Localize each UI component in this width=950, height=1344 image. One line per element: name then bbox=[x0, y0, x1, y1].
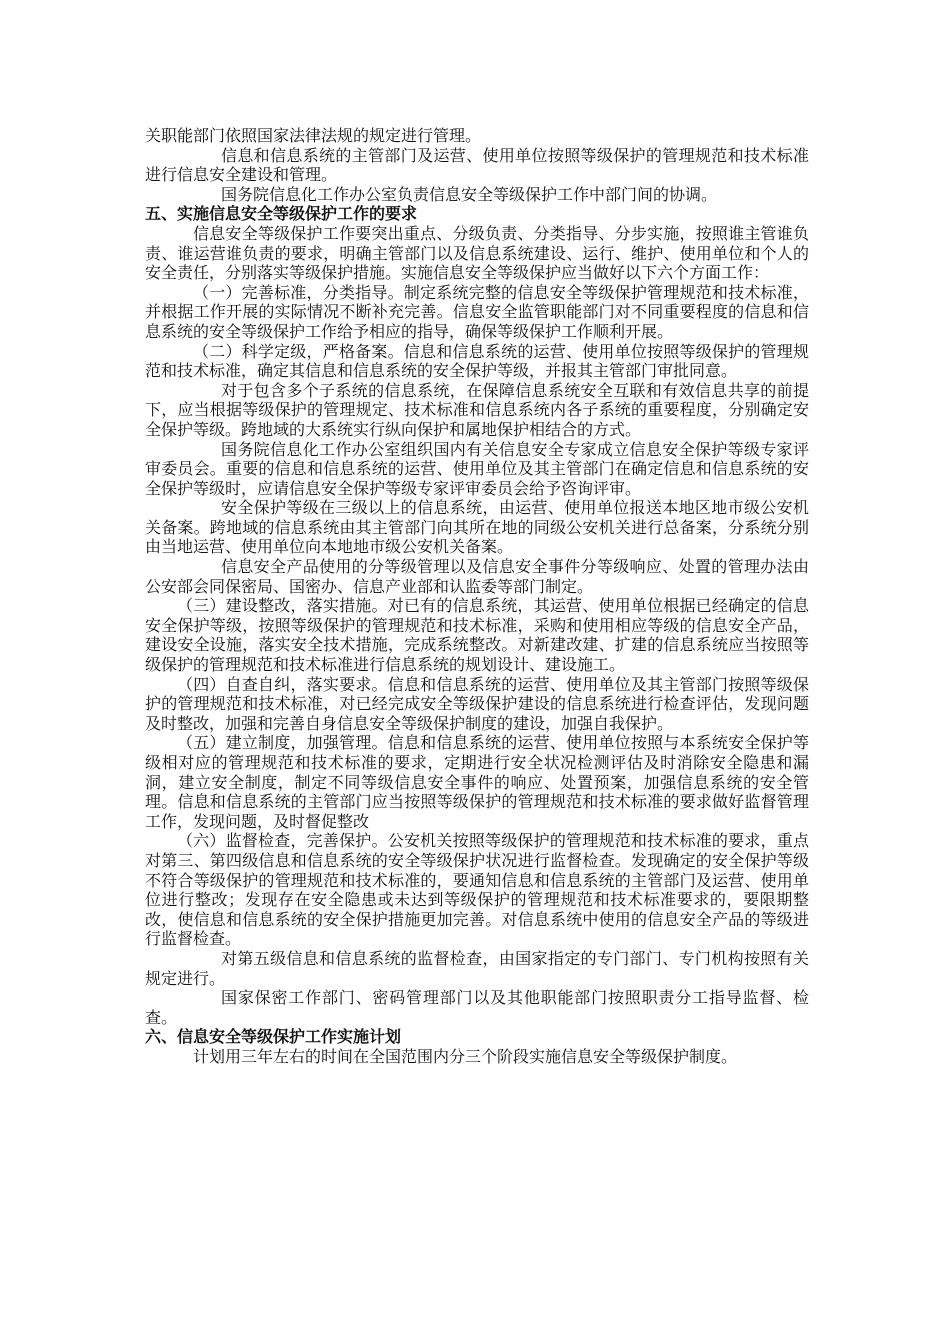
paragraph: （六）监督检查，完善保护。公安机关按照等级保护的管理规范和技术标准的要求，重点对第三、第四级信息和信息系统的安全等级保护状况进行监督检查。发现确定的安全保护等级不符合等级保护的管理规范和技术标准的，要通知信息和信息系统的主管部门及运营、使用单位进行整改；发现存在安全隐患或未达到等级保护的管理规范和技术标准要求的，要限期整改，使信息和信息系统的安全保护措施更加完善。对信息系统中使用的信息安全产品的等级进行监督检查。 bbox=[145, 831, 809, 949]
paragraph: 信息安全等级保护工作要突出重点、分级负责、分类指导、分步实施，按照谁主管谁负责、谁运营谁负责的要求，明确主管部门以及信息系统建设、运行、维护、使用单位和个人的安全责任，分别落实等级保护措施。实施信息安全等级保护应当做好以下六个方面工作： bbox=[145, 223, 809, 283]
paragraph: 国务院信息化工作办公室负责信息安全等级保护工作中部门间的协调。 bbox=[221, 184, 718, 204]
paragraph: （一）完善标准，分类指导。制定系统完整的信息安全等级保护管理规范和技术标准，并根据工作开展的实际情况不断补充完善。信息安全监管职能部门对不同重要程度的信息和信息系统的安全等级保护工作给予相应的指导，确保等级保护工作顺利开展。 bbox=[145, 282, 809, 341]
paragraph: 对第五级信息和信息系统的监督检查，由国家指定的专门部门、专门机构按照有关规定进行。 bbox=[145, 948, 809, 988]
paragraph: 关职能部门依照国家法律法规的规定进行管理。 bbox=[145, 126, 482, 145]
paragraph: 信息安全产品使用的分等级管理以及信息安全事件分等级响应、处置的管理办法由公安部会同保密局、国密办、信息产业部和认监委等部门制定。 bbox=[145, 557, 809, 596]
section-heading-6: 六、信息安全等级保护工作实施计划 bbox=[145, 1027, 402, 1047]
document-page bbox=[145, 126, 809, 1067]
paragraph: （四）自查自纠，落实要求。信息和信息系统的运营、使用单位及其主管部门按照等级保护的管理规范和技术标准，对已经完成安全等级保护建设的信息系统进行检查评估，发现问题及时整改，加强和完善自身信息安全等级保护制度的建设，加强自我保护。 bbox=[145, 674, 809, 733]
paragraph: 计划用三年左右的时间在全国范围内分三个阶段实施信息安全等级保护制度。 bbox=[193, 1046, 738, 1066]
paragraph: （三）建设整改，落实措施。对已有的信息系统，其运营、使用单位根据已经确定的信息安全保护等级，按照等级保护的管理规范和技术标准，采购和使用相应等级的信息安全产品，建设安全设施，落实安全技术措施，完成系统整改。对新建改建、扩建的信息系统应当按照等级保护的管理规范和技术标准进行信息系统的规划设计、建设施工。 bbox=[145, 596, 809, 675]
paragraph: 信息和信息系统的主管部门及运营、使用单位按照等级保护的管理规范和技术标准进行信息安全建设和管理。 bbox=[145, 145, 809, 185]
paragraph: 国务院信息化工作办公室组织国内有关信息安全专家成立信息安全保护等级专家评审委员会。重要的信息和信息系统的运营、使用单位及其主管部门在确定信息和信息系统的安全保护等级时，应请信息安全保护等级专家评审委员会给予咨询评审。 bbox=[145, 439, 809, 498]
section-heading-5: 五、实施信息安全等级保护工作的要求 bbox=[145, 204, 418, 224]
paragraph: （二）科学定级，严格备案。信息和信息系统的运营、使用单位按照等级保护的管理规范和技术标准，确定其信息和信息系统的安全保护等级，并报其主管部门审批同意。 bbox=[145, 341, 809, 381]
paragraph: （五）建立制度，加强管理。信息和信息系统的运营、使用单位按照与本系统安全保护等级相对应的管理规范和技术标准的要求，定期进行安全状况检测评估及时消除安全隐患和漏洞，建立安全制度，制定不同等级信息安全事件的响应、处置预案，加强信息系统的安全管理。信息和信息系统的主管部门应当按照等级保护的管理规范和技术标准的要求做好监督管理工作，发现问题，及时督促整改 bbox=[145, 733, 809, 831]
paragraph: 安全保护等级在三级以上的信息系统，由运营、使用单位报送本地区地市级公安机关备案。跨地域的信息系统由其主管部门向其所在地的同级公安机关进行总备案，分系统分别由当地运营、使用单位向本地地市级公安机关备案。 bbox=[145, 498, 809, 557]
paragraph: 对于包含多个子系统的信息系统，在保障信息系统安全互联和有效信息共享的前提下，应当根据等级保护的管理规定、技术标准和信息系统内各子系统的重要程度，分别确定安全保护等级。跨地域的大系统实行纵向保护和属地保护相结合的方式。 bbox=[145, 380, 809, 439]
paragraph: 国家保密工作部门、密码管理部门以及其他职能部门按照职责分工指导监督、检查。 bbox=[145, 988, 809, 1027]
